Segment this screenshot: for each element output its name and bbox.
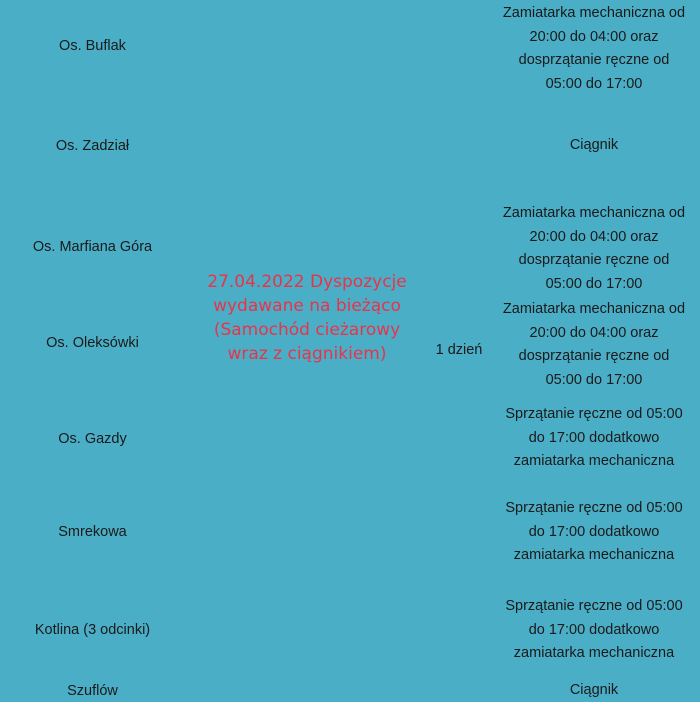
service-line: Sprzątanie ręczne od 05:00 xyxy=(505,598,683,614)
location-cell: Os. Gazdy xyxy=(58,431,127,447)
service-line: zamiatarka mechaniczna xyxy=(513,547,675,563)
service-line: Zamiatarka mechaniczna od xyxy=(502,205,686,221)
location-cell: Os. Buflak xyxy=(59,38,126,54)
service-cell xyxy=(488,202,700,296)
service-cell xyxy=(488,595,700,666)
service-cell xyxy=(488,679,700,703)
service-cell xyxy=(488,2,700,96)
dispatch-note-line: wraz z ciągnikiem) xyxy=(227,344,387,364)
service-line: 05:00 do 17:00 xyxy=(545,75,643,92)
location-cell: Os. Zadział xyxy=(55,138,130,154)
service-line: 20:00 do 04:00 oraz xyxy=(529,324,659,341)
dispatch-note-line: wydawane na bieżąco xyxy=(213,296,401,316)
service-line: Sprzątanie ręczne od 05:00 xyxy=(505,500,683,516)
service-line: Zamiatarka mechaniczna od xyxy=(502,5,686,21)
service-line: dosprzątanie ręczne od xyxy=(518,348,670,364)
dispatch-note-line: 27.04.2022 Dyspozycje xyxy=(207,272,407,292)
service-cell xyxy=(488,298,700,392)
service-line: zamiatarka mechaniczna xyxy=(513,453,675,469)
service-cell xyxy=(488,497,700,568)
location-cell: Smrekowa xyxy=(58,524,127,540)
service-line: 20:00 do 04:00 oraz xyxy=(529,228,659,245)
service-line: 05:00 do 17:00 xyxy=(545,371,643,388)
location-cell: Os. Marfiana Góra xyxy=(32,239,153,255)
service-line: dosprzątanie ręczne od xyxy=(518,52,670,68)
service-line: dosprzątanie ręczne od xyxy=(518,252,670,268)
service-line: do 17:00 dodatkowo xyxy=(528,621,660,638)
location-cell: Os. Oleksówki xyxy=(46,335,139,351)
location-cell: Kotlina (3 odcinki) xyxy=(34,622,151,638)
service-line: do 17:00 dodatkowo xyxy=(528,523,660,540)
service-line: 05:00 do 17:00 xyxy=(545,275,643,292)
service-line: zamiatarka mechaniczna xyxy=(513,645,675,661)
dispatch-note xyxy=(196,270,418,366)
service-cell xyxy=(488,134,700,158)
service-line: Ciągnik xyxy=(569,682,619,698)
location-cell: Szuflów xyxy=(67,683,118,699)
service-cell xyxy=(488,403,700,474)
service-line: Zamiatarka mechaniczna od xyxy=(502,301,686,317)
duration-cell: 1 dzień xyxy=(435,342,483,358)
dispatch-note-line: (Samochód cieżarowy xyxy=(213,320,401,340)
service-line: do 17:00 dodatkowo xyxy=(528,429,660,446)
service-line: Sprzątanie ręczne od 05:00 xyxy=(505,406,683,422)
service-line: 20:00 do 04:00 oraz xyxy=(529,28,659,45)
service-line: Ciągnik xyxy=(569,137,619,153)
